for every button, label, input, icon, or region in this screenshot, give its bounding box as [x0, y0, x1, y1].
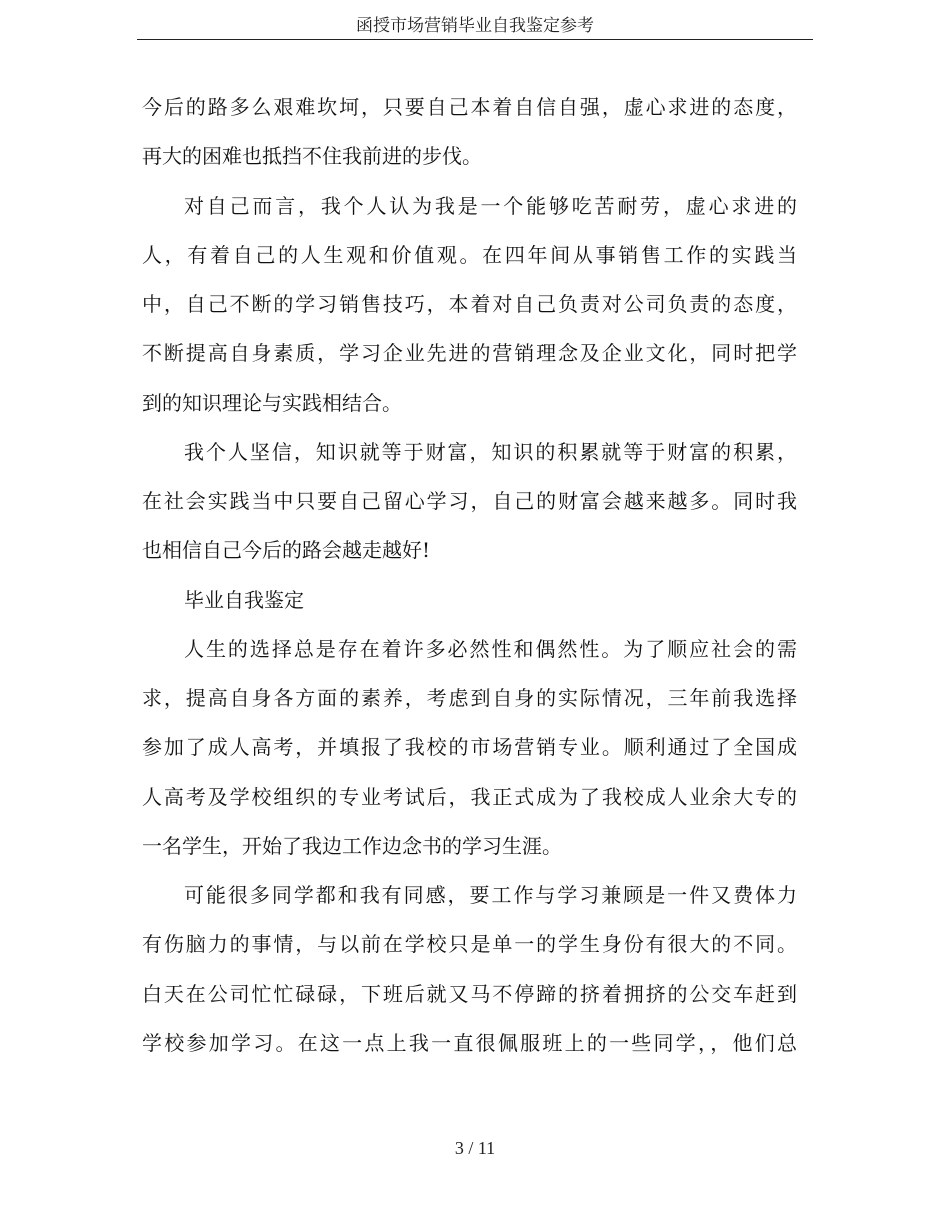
- document-body: [142, 83, 797, 1068]
- text-line: 在社会实践当中只要自己留心学习，自己的财富会越来越多。同时我: [142, 489, 797, 513]
- text-line: 也相信自己今后的路会越走越好!: [142, 538, 431, 563]
- text-line: 参加了成人高考，并填报了我校的市场营销专业。顺利通过了全国成: [142, 735, 797, 760]
- text-line: 有伤脑力的事情，与以前在学校只是单一的学生身份有很大的不同。: [142, 932, 797, 957]
- section-heading: 毕业自我鉴定: [184, 587, 304, 612]
- text-line: 求，提高自身各方面的素养，考虑到自身的实际情况，三年前我选择: [142, 686, 797, 710]
- text-line: 人，有着自己的人生观和价值观。在四年间从事销售工作的实践当: [142, 242, 797, 267]
- text-line: 可能很多同学都和我有同感，要工作与学习兼顾是一件又费体力: [184, 883, 797, 907]
- text-line: 不断提高自身素质，学习企业先进的营销理念及企业文化，同时把学: [142, 341, 797, 366]
- text-line: 再大的困难也抵挡不住我前进的步伐。: [142, 144, 482, 169]
- text-line: 人高考及学校组织的专业考试后，我正式成为了我校成人业余大专的: [142, 784, 797, 809]
- text-line: 对自己而言，我个人认为我是一个能够吃苦耐劳，虚心求进的: [184, 193, 797, 218]
- text-line: 人生的选择总是存在着许多必然性和偶然性。为了顺应社会的需: [184, 636, 797, 661]
- page-header-title: 函授市场营销毕业自我鉴定参考: [356, 16, 594, 36]
- header-divider: [137, 39, 813, 40]
- text-line: 白天在公司忙忙碌碌，下班后就又马不停蹄的挤着拥挤的公交车赶到: [142, 981, 797, 1006]
- text-line: 到的知识理论与实践相结合。: [142, 390, 402, 415]
- text-line: 学校参加学习。在这一点上我一直很佩服班上的一些同学，，他们总: [142, 1030, 797, 1055]
- text-line: 一名学生，开始了我边工作边念书的学习生涯。: [142, 833, 562, 858]
- text-line: 今后的路多么艰难坎坷，只要自己本着自信自强，虚心求进的态度，: [142, 95, 797, 119]
- page-number: 3 / 11: [454, 1138, 496, 1158]
- text-line: 我个人坚信，知识就等于财富，知识的积累就等于财富的积累，: [184, 439, 797, 464]
- text-line: 中，自己不断的学习销售技巧，本着对自己负责对公司负责的态度，: [142, 292, 797, 316]
